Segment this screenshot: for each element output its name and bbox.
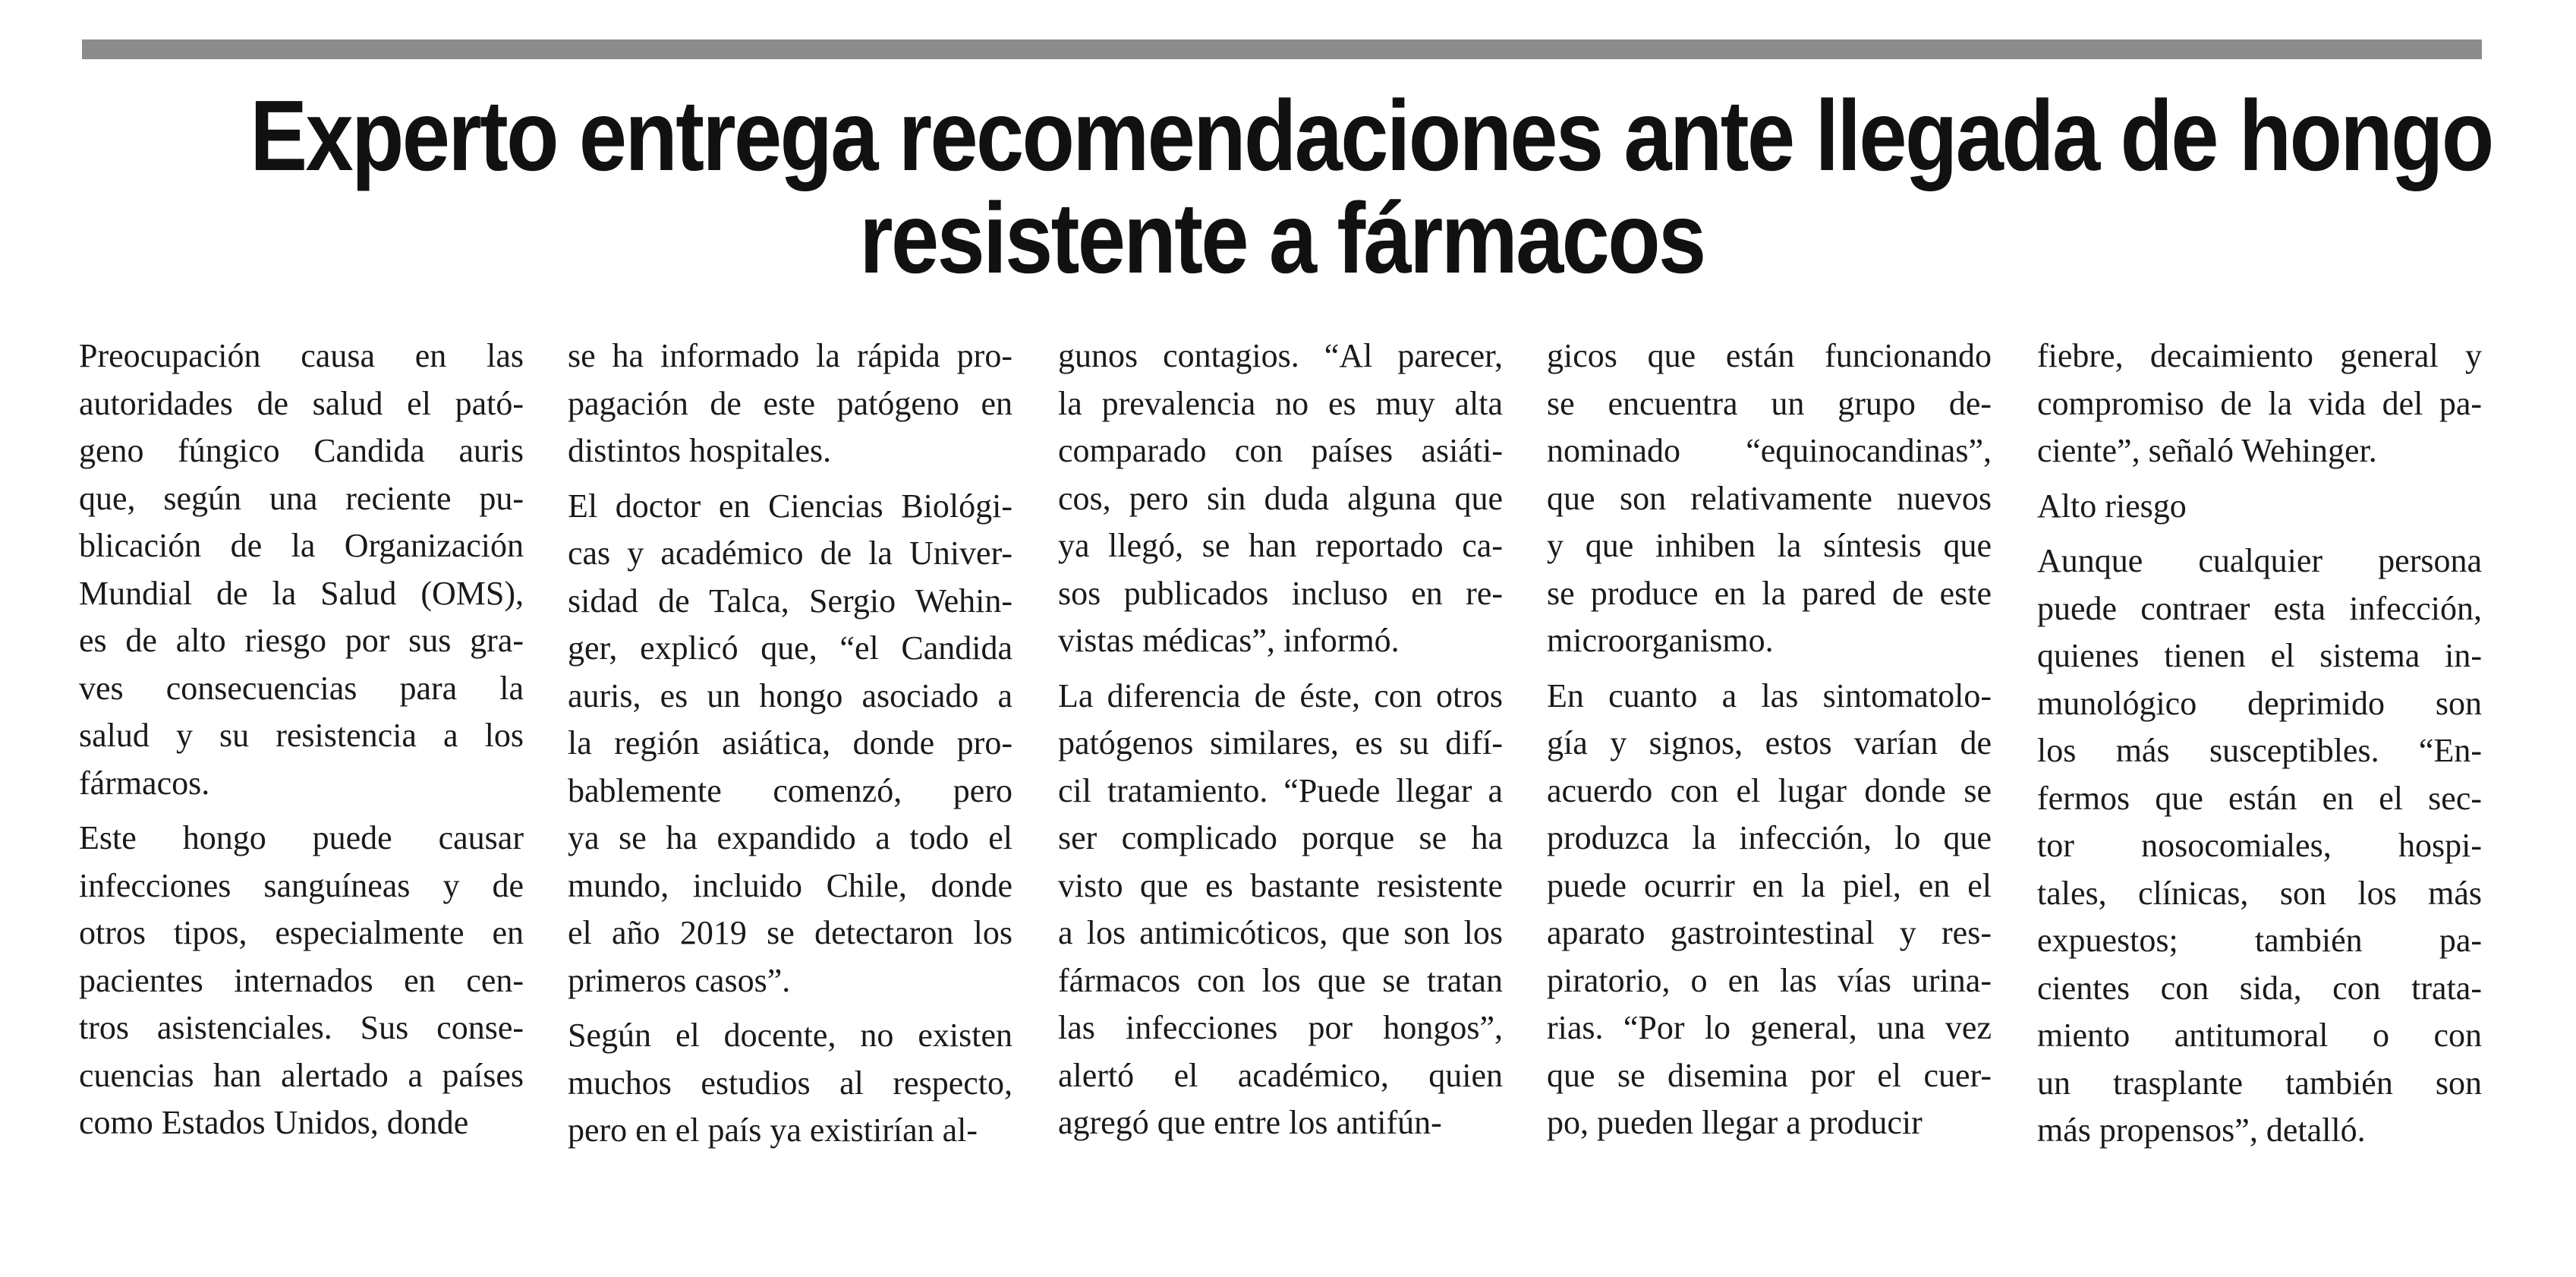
- text-line: aparato gastrointestinal y res-: [1547, 914, 1992, 951]
- text-line: se ha informado la rápida pro-: [568, 337, 1012, 374]
- column-1: [79, 333, 524, 1155]
- text-line: El doctor en Ciencias Biológi-: [568, 487, 1012, 525]
- text-line: cil tratamiento. “Puede llegar a: [1058, 771, 1503, 809]
- text-line: cientes con sida, con trata-: [2037, 969, 2482, 1007]
- text-line: se produce en la pared de este: [1547, 574, 1992, 612]
- paragraph: [1547, 673, 1992, 1147]
- text-line: distintos hospitales.: [568, 432, 832, 469]
- text-line: a los antimicóticos, que son los: [1058, 914, 1503, 951]
- text-line: pagación de este patógeno en: [568, 384, 1012, 422]
- text-line: sidad de Talca, Sergio Wehin-: [568, 582, 1012, 620]
- text-line: Este hongo puede causar: [79, 819, 524, 856]
- text-line: la región asiática, donde pro-: [568, 724, 1012, 761]
- text-line: microorganismo.: [1547, 622, 1774, 659]
- text-line: puede ocurrir en la piel, en el: [1547, 866, 1992, 904]
- text-line: acuerdo con el lugar donde se: [1547, 771, 1992, 809]
- text-line: tros asistenciales. Sus conse-: [79, 1009, 524, 1046]
- text-line: La diferencia de éste, con otros: [1058, 676, 1503, 714]
- text-line: y que inhiben la síntesis que: [1547, 527, 1992, 564]
- text-line: fármacos con los que se tratan: [1058, 961, 1503, 999]
- text-line: fermos que están en el sec-: [2037, 779, 2482, 817]
- text-line: Según el docente, no existen: [568, 1017, 1012, 1054]
- text-line: alertó el académico, quien: [1058, 1056, 1503, 1094]
- text-line: pero en el país ya existirían al-: [568, 1111, 978, 1149]
- text-line: geno fúngico Candida auris: [79, 432, 524, 469]
- text-line: Mundial de la Salud (OMS),: [79, 574, 524, 612]
- text-line: auris, es un hongo asociado a: [568, 676, 1012, 714]
- text-line: fármacos.: [79, 764, 210, 802]
- text-line: En cuanto a las sintomatolo-: [1547, 676, 1992, 714]
- text-line: un trasplante también son: [2037, 1064, 2482, 1102]
- text-line: que se disemina por el cuer-: [1547, 1056, 1992, 1094]
- column-4: [1547, 333, 1992, 1155]
- column-2: [568, 333, 1012, 1162]
- text-line: cas y académico de la Univer-: [568, 534, 1012, 572]
- text-line: compromiso de la vida del pa-: [2037, 384, 2482, 422]
- text-line: infecciones sanguíneas y de: [79, 866, 524, 904]
- column-3: [1058, 333, 1503, 1155]
- text-line: muchos estudios al respecto,: [568, 1064, 1012, 1102]
- text-line: cuencias han alertado a países: [79, 1056, 524, 1094]
- text-line: otros tipos, especialmente en: [79, 914, 524, 951]
- text-line: comparado con países asiáti-: [1058, 432, 1503, 469]
- headline-line-1: Experto entrega recomendaciones ante llegada de hongo: [250, 80, 2493, 191]
- text-line: como Estados Unidos, donde: [79, 1104, 469, 1141]
- text-line: ser complicado porque se ha: [1058, 819, 1503, 856]
- paragraph: [1058, 333, 1503, 665]
- text-line: que, según una reciente pu-: [79, 479, 524, 517]
- column-5: [2037, 333, 2482, 1162]
- subheading: Alto riesgo: [2037, 487, 2187, 525]
- text-line: ciente”, señaló Wehinger.: [2037, 432, 2377, 469]
- text-line: rias. “Por lo general, una vez: [1547, 1009, 1992, 1046]
- headline-line-2: resistente a fármacos: [859, 181, 1705, 294]
- text-line: autoridades de salud el pató-: [79, 384, 524, 422]
- text-line: la prevalencia no es muy alta: [1058, 384, 1503, 422]
- text-line: más propensos”, detalló.: [2037, 1111, 2366, 1149]
- text-line: quienes tienen el sistema in-: [2037, 637, 2482, 674]
- text-line: po, pueden llegar a producir: [1547, 1104, 1923, 1141]
- paragraph: [2037, 538, 2482, 1155]
- text-line: ya llegó, se han reportado ca-: [1058, 527, 1503, 564]
- text-line: produzca la infección, lo que: [1547, 819, 1992, 856]
- text-line: tales, clínicas, son los más: [2037, 874, 2482, 912]
- text-line: los más susceptibles. “En-: [2037, 732, 2482, 769]
- paragraph: [568, 483, 1012, 1005]
- text-line: el año 2019 se detectaron los: [568, 914, 1012, 951]
- article-body: [0, 333, 2576, 1244]
- paragraph: [79, 815, 524, 1147]
- text-line: patógenos similares, es su difí-: [1058, 724, 1503, 761]
- text-line: fiebre, decaimiento general y: [2037, 337, 2482, 374]
- text-line: ves consecuencias para la: [79, 669, 524, 707]
- text-line: se encuentra un grupo de-: [1547, 384, 1992, 422]
- text-line: gicos que están funcionando: [1547, 337, 1992, 374]
- text-line: agregó que entre los antifún-: [1058, 1104, 1442, 1141]
- paragraph: [79, 333, 524, 807]
- text-line: puede contraer esta infección,: [2037, 589, 2482, 627]
- text-line: sos publicados incluso en re-: [1058, 574, 1503, 612]
- text-line: visto que es bastante resistente: [1058, 866, 1503, 904]
- text-line: primeros casos”.: [568, 961, 791, 999]
- headline: [250, 80, 2493, 294]
- paragraph: [2037, 333, 2482, 475]
- text-line: bablemente comenzó, pero: [568, 771, 1012, 809]
- text-line: ya se ha expandido a todo el: [568, 819, 1012, 856]
- paragraph: [1058, 673, 1503, 1147]
- text-line: ger, explicó que, “el Candida: [568, 629, 1012, 667]
- paragraph: [568, 1012, 1012, 1155]
- text-line: gunos contagios. “Al parecer,: [1058, 337, 1503, 374]
- text-line: Aunque cualquier persona: [2037, 542, 2482, 579]
- text-line: es de alto riesgo por sus gra-: [79, 622, 524, 659]
- paragraph: [568, 333, 1012, 475]
- text-line: las infecciones por hongos”,: [1058, 1009, 1503, 1046]
- paragraph: [1547, 333, 1992, 665]
- text-line: piratorio, o en las vías urina-: [1547, 961, 1992, 999]
- text-line: Preocupación causa en las: [79, 337, 524, 374]
- text-line: munológico deprimido son: [2037, 684, 2482, 722]
- text-line: cos, pero sin duda alguna que: [1058, 479, 1503, 517]
- text-line: blicación de la Organización: [79, 527, 524, 564]
- text-line: expuestos; también pa-: [2037, 922, 2482, 959]
- text-line: salud y su resistencia a los: [79, 717, 524, 754]
- text-line: pacientes internados en cen-: [79, 961, 524, 999]
- text-line: que son relativamente nuevos: [1547, 479, 1992, 517]
- text-line: miento antitumoral o con: [2037, 1017, 2482, 1054]
- text-line: vistas médicas”, informó.: [1058, 622, 1400, 659]
- text-line: mundo, incluido Chile, donde: [568, 866, 1012, 904]
- text-line: nominado “equinocandinas”,: [1547, 432, 1992, 469]
- text-line: gía y signos, estos varían de: [1547, 724, 1992, 761]
- text-line: tor nosocomiales, hospi-: [2037, 827, 2482, 864]
- top-rule: [82, 39, 2482, 59]
